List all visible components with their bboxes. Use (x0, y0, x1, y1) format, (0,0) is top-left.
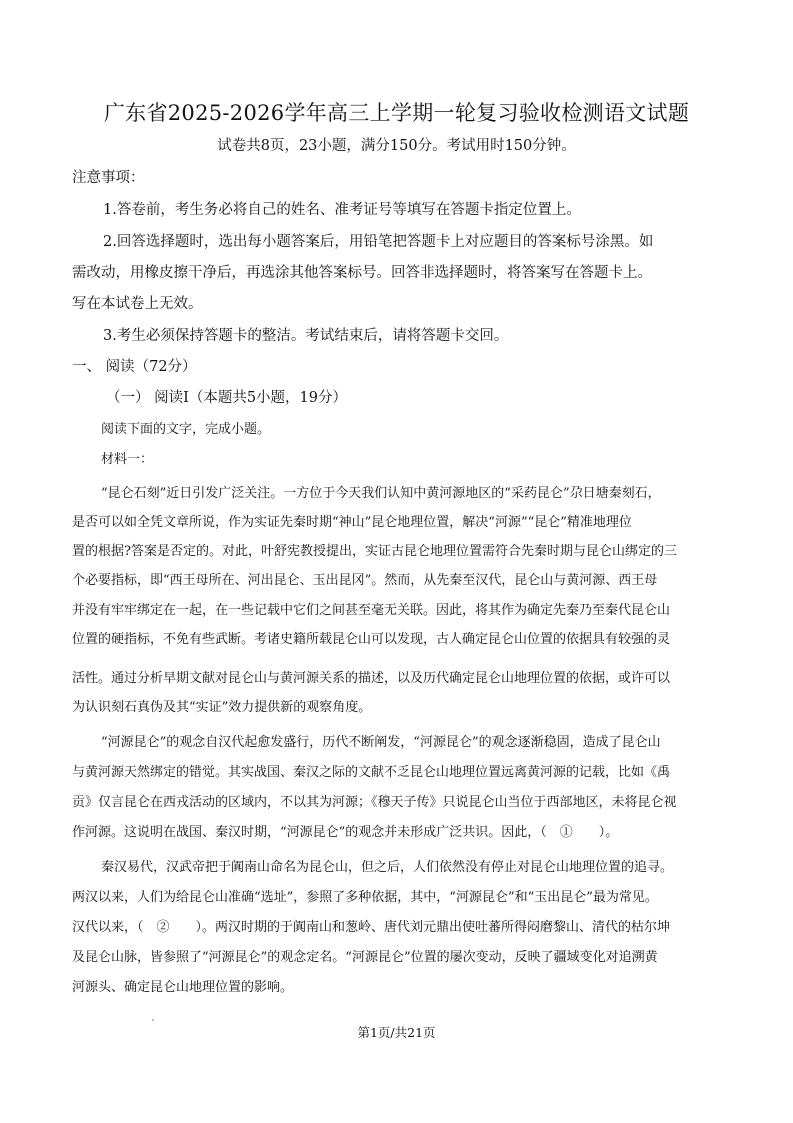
passage-line: 个必要指标，即“西王母所在、河出昆仑、玉出昆冈”。然而，从先秦至汉代，昆仑山与黄河源、西王母 (72, 573, 658, 588)
section-heading: 一、 阅读（72分） (72, 359, 197, 375)
passage-line: 秦汉易代，汉武帝把于阗南山命名为昆仑山，但之后，人们依然没有停止对昆仑山地理位置的追寻。 (101, 860, 674, 875)
passage-line: 作河源。这说明在战国、秦汉时期，“河源昆仑”的观念并未形成广泛共识。因此，（ ① ）。 (72, 825, 619, 840)
notice-item: 3.考生必须保持答题卡的整洁。考试结束后，请将答题卡交回。 (103, 328, 509, 344)
notice-item: 2.回答选择题时，选出每小题答案后，用铅笔把答题卡上对应题目的答案标号涂黑。如 (103, 234, 654, 250)
notice-item: 需改动，用橡皮擦干净后，再选涂其他答案标号。回答非选择题时，将答案写在答题卡上。 (72, 265, 652, 281)
notice-heading: 注意事项： (72, 170, 145, 186)
passage-line: 位置的硬指标，不免有些武断。考诸史籍所载昆仑山可以发现，古人确定昆仑山位置的依据具有较强的灵 (72, 632, 671, 647)
passage-line: 两汉以来，人们为给昆仑山准确“选址”，参照了多种依据，其中，“河源昆仑”和“玉出昆仑”最为常见。 (72, 890, 658, 905)
material-label: 材料一： (101, 452, 154, 467)
passage-line: “河源昆仑”的观念自汉代起愈发盛行，历代不断阐发，“河源昆仑”的观念逐渐稳固，造成了昆仑山 (101, 735, 661, 750)
exam-title: 广东省2025-2026学年高三上学期一轮复习验收检测语文试题 (103, 101, 690, 125)
sub-section-heading: （一） 阅读Ⅰ（本题共5小题，19分） (106, 390, 348, 406)
passage-line: 河源头、确定昆仑山地理位置的影响。 (72, 980, 294, 995)
page-footer: 第1页/共21页 (357, 1025, 436, 1040)
passage-line: “昆仑石刻”近日引发广泛关注。一方位于今天我们认知中黄河源地区的“采药昆仑”尕日塘秦刻石， (101, 486, 661, 501)
passage-line: 为认识刻石真伪及其“实证”效力提供新的观察角度。 (72, 700, 372, 715)
passage-line: 汉代以来，（ ② ）。两汉时期的于阗南山和葱岭、唐代刘元鼎出使吐蕃所得闷磨黎山、清代的枯尔坤 (72, 920, 671, 935)
passage-line: 并没有牢牢绑定在一起，在一些记载中它们之间甚至毫无关联。因此，将其作为确定先秦乃至秦代昆仑山 (72, 603, 671, 618)
notice-item: 写在本试卷上无效。 (72, 296, 203, 312)
instruction-text: 阅读下面的文字，完成小题。 (101, 422, 271, 437)
passage-line: 贡》仅言昆仑在西戎活动的区域内，不以其为河源；《穆天子传》只说昆仑山当位于西部地区，未将昆仑视 (72, 795, 677, 810)
passage-line: 置的根据?答案是否定的。对此，叶舒宪教授提出，实证古昆仑地理位置需符合先秦时期与昆仑山绑定的三 (72, 544, 677, 559)
passage-line: 与黄河源天然绑定的错觉。其实战国、秦汉之际的文献不乏昆仑山地理位置远离黄河源的记载，比如《禹 (72, 765, 671, 780)
page-speck (152, 1019, 154, 1021)
passage-line: 是否可以如全凭文章所说，作为实证先秦时期“神山”昆仑地理位置，解决“河源”“昆仑”精准地理位 (72, 515, 632, 530)
exam-subtitle: 试卷共8页，23小题，满分150分。考试用时150分钟。 (217, 138, 576, 154)
passage-line: 及昆仑山脉，皆参照了“河源昆仑”的观念定名。“河源昆仑”位置的屡次变动，反映了疆域变化对追溯黄 (72, 950, 658, 965)
passage-line: 活性。通过分析早期文献对昆仑山与黄河源关系的描述，以及历代确定昆仑山地理位置的依据，或许可以 (72, 671, 671, 686)
notice-item: 1.答卷前，考生务必将自己的姓名、准考证号等填写在答题卡指定位置上。 (103, 202, 581, 218)
